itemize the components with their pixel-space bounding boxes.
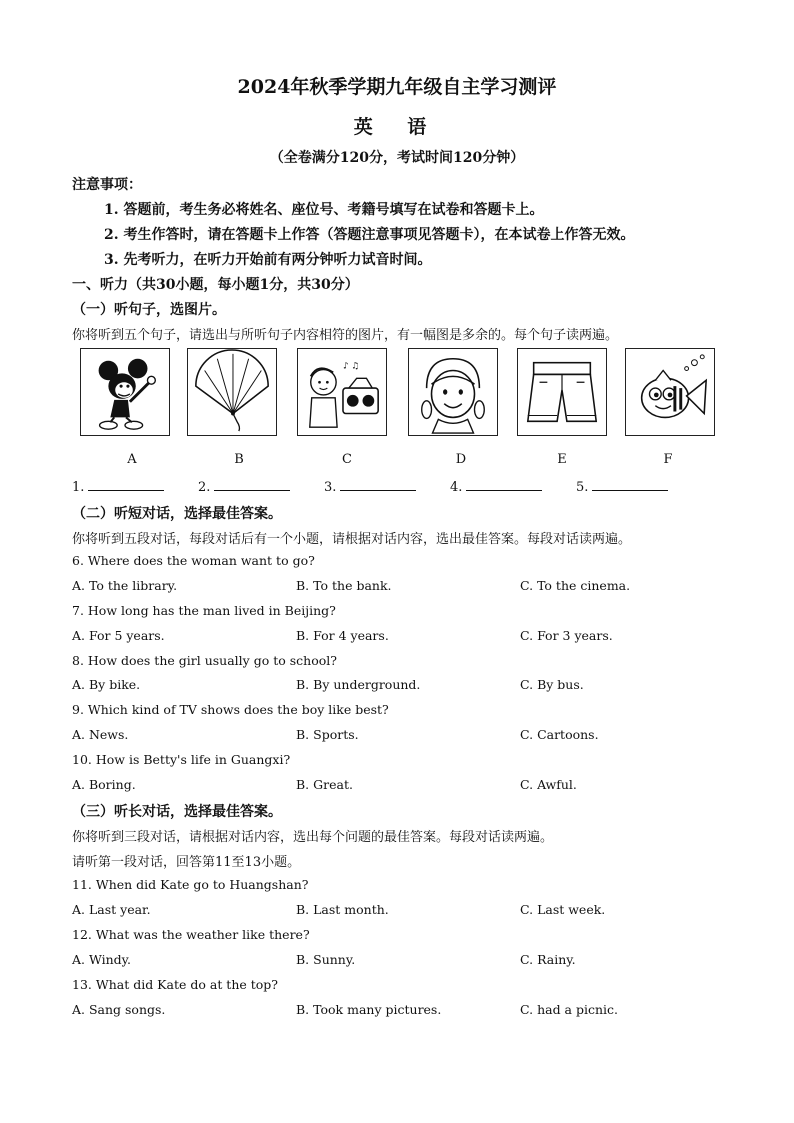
answer-blank-1[interactable]: 1. <box>72 478 164 495</box>
mickey-mouse-icon <box>81 349 169 435</box>
option-a: A. Sang songs. <box>72 1002 166 1017</box>
svg-text:♪ ♫: ♪ ♫ <box>342 361 360 372</box>
option-c: C. By bus. <box>520 677 584 692</box>
picture-c <box>297 348 387 436</box>
picture-d <box>408 348 498 436</box>
option-c: C. Last week. <box>520 902 606 917</box>
picture-letter: B <box>234 452 244 467</box>
option-b: B. To the bank. <box>296 578 392 593</box>
question-7: 7. How long has the man lived in Beijing? <box>72 603 336 618</box>
question-10: 10. How is Betty's life in Guangxi? <box>72 752 291 767</box>
option-b: B. Great. <box>296 777 353 792</box>
section2-instruction: 你将听到五段对话，每段对话后有一个小题，请根据对话内容，选出最佳答案。每段对话读两遍。 <box>72 532 632 547</box>
picture-letter: F <box>663 452 673 467</box>
section3-sub-instruction: 请听第一段对话，回答第11至13小题。 <box>72 855 301 870</box>
note-item: 1. 答题前，考生务必将姓名、座位号、考籍号填写在试卷和答题卡上。 <box>104 202 544 218</box>
option-c: C. Cartoons. <box>520 727 599 742</box>
boy-with-radio-icon <box>298 349 386 435</box>
subject-title: 英 语 <box>353 116 441 138</box>
option-a: A. Windy. <box>72 952 132 967</box>
fish-icon <box>626 349 714 435</box>
option-b: B. By underground. <box>296 677 421 692</box>
picture-b <box>187 348 277 436</box>
picture-letter: E <box>557 452 567 467</box>
answer-blank-2[interactable]: 2. <box>198 478 290 495</box>
option-a: A. To the library. <box>72 578 178 593</box>
option-c: C. For 3 years. <box>520 628 613 643</box>
picture-f <box>625 348 715 436</box>
answer-blank-5[interactable]: 5. <box>576 478 668 495</box>
option-c: C. Awful. <box>520 777 577 792</box>
option-b: B. Last month. <box>296 902 389 917</box>
picture-letter: A <box>127 452 137 467</box>
girl-face-icon <box>409 349 497 435</box>
option-a: A. Boring. <box>72 777 136 792</box>
question-9: 9. Which kind of TV shows does the boy like best? <box>72 702 389 717</box>
option-b: B. Sunny. <box>296 952 356 967</box>
section1-heading: （一）听句子，选图片。 <box>72 302 226 318</box>
section1-instruction: 你将听到五个句子，请选出与所听句子内容相符的图片，有一幅图是多余的。每个句子读两遍。 <box>72 328 619 343</box>
note-item: 2. 考生作答时，请在答题卡上作答（答题注意事项见答题卡），在本试卷上作答无效。 <box>104 227 635 243</box>
section3-instruction: 你将听到三段对话，请根据对话内容，选出每个问题的最佳答案。每段对话读两遍。 <box>72 830 554 845</box>
option-b: B. Took many pictures. <box>296 1002 442 1017</box>
exam-info: （全卷满分120分，考试时间120分钟） <box>269 150 525 166</box>
question-11: 11. When did Kate go to Huangshan? <box>72 877 309 892</box>
picture-letter: C <box>342 452 352 467</box>
option-c: C. Rainy. <box>520 952 576 967</box>
exam-title: 2024年秋季学期九年级自主学习测评 <box>237 76 557 98</box>
option-a: A. By bike. <box>72 677 141 692</box>
notes-heading: 注意事项： <box>72 177 142 193</box>
answer-blank-4[interactable]: 4. <box>450 478 542 495</box>
option-a: A. Last year. <box>72 902 151 917</box>
option-b: B. Sports. <box>296 727 359 742</box>
picture-a <box>80 348 170 436</box>
option-a: A. For 5 years. <box>72 628 165 643</box>
picture-e <box>517 348 607 436</box>
question-8: 8. How does the girl usually go to school? <box>72 653 337 668</box>
option-c: C. To the cinema. <box>520 578 631 593</box>
question-13: 13. What did Kate do at the top? <box>72 977 279 992</box>
question-12: 12. What was the weather like there? <box>72 927 310 942</box>
answer-blank-3[interactable]: 3. <box>324 478 416 495</box>
option-c: C. had a picnic. <box>520 1002 618 1017</box>
picture-letter: D <box>455 452 467 467</box>
section2-heading: （二）听短对话，选择最佳答案。 <box>72 506 282 522</box>
note-item: 3. 先考听力，在听力开始前有两分钟听力试音时间。 <box>104 252 432 268</box>
part1-heading: 一、听力（共30小题，每小题1分，共30分） <box>72 277 359 293</box>
option-a: A. News. <box>72 727 129 742</box>
option-b: B. For 4 years. <box>296 628 389 643</box>
shorts-icon <box>518 349 606 435</box>
section3-heading: （三）听长对话，选择最佳答案。 <box>72 804 282 820</box>
fan-icon <box>188 349 276 435</box>
question-6: 6. Where does the woman want to go? <box>72 553 315 568</box>
